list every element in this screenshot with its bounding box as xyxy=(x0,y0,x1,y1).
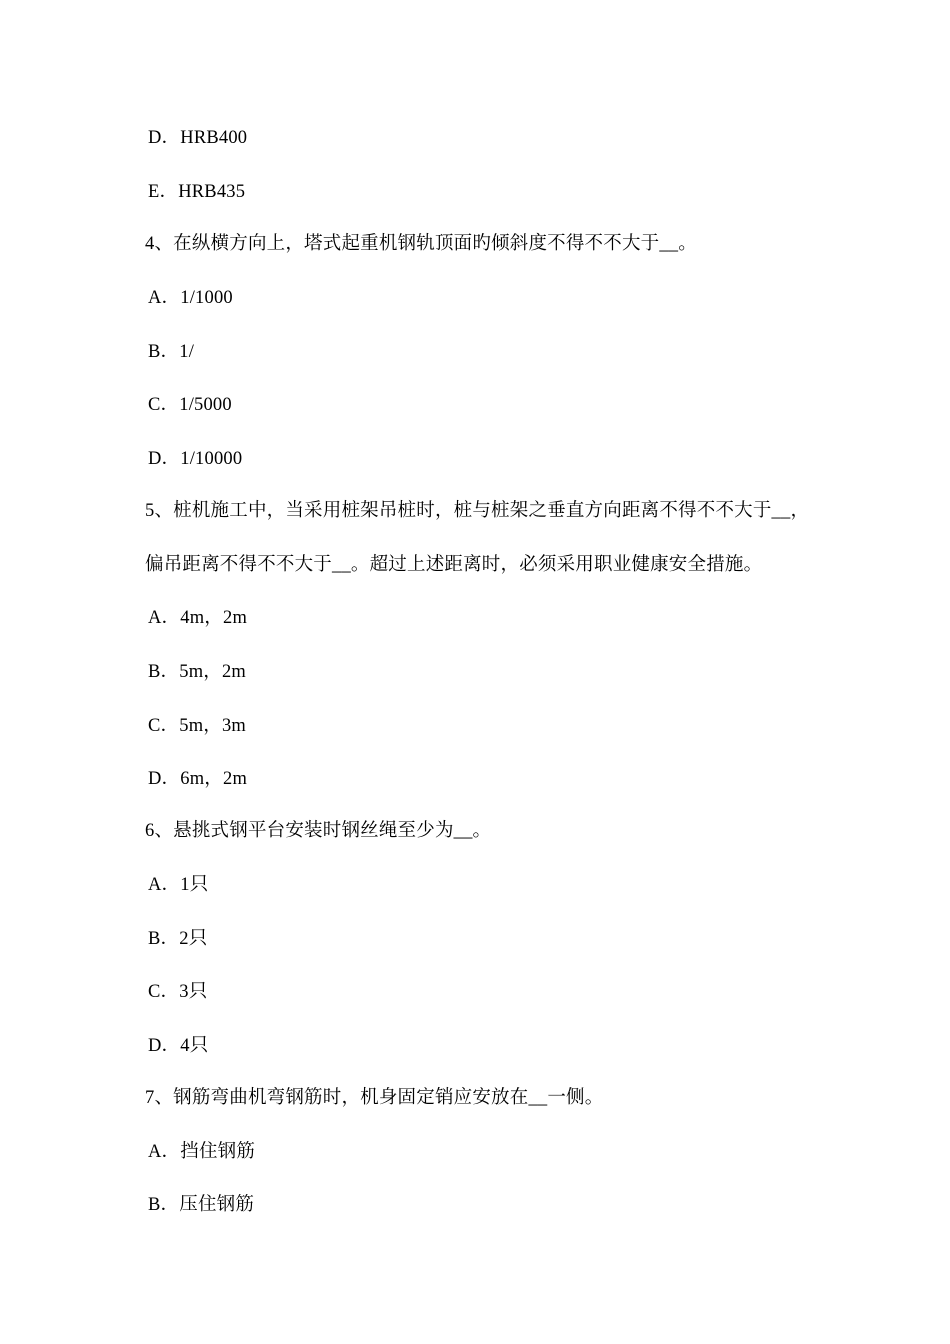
q5-option-d: D．6m，2m xyxy=(148,769,248,789)
q4-option-a: A．1/1000 xyxy=(148,288,233,308)
q6-question: 6、悬挑式钢平台安装时钢丝绳至少为__。 xyxy=(145,821,492,841)
q3-option-e: E．HRB435 xyxy=(148,182,246,202)
q5-question-line1: 5、桩机施工中，当采用桩架吊桩时，桩与桩架之垂直方向距离不得不不大于__， xyxy=(145,501,810,521)
q5-option-b: B．5m，2m xyxy=(148,662,247,682)
q7-question: 7、钢筋弯曲机弯钢筋时，机身固定销应安放在__一侧。 xyxy=(145,1088,604,1108)
q6-option-b: B．2只 xyxy=(148,929,208,949)
q5-question-line2: 偏吊距离不得不不大于__。超过上述距离时，必须采用职业健康安全措施。 xyxy=(145,555,763,575)
q5-option-c: C．5m，3m xyxy=(148,716,247,736)
q6-option-a: A．1只 xyxy=(148,875,209,895)
q5-option-a: A．4m，2m xyxy=(148,608,248,628)
q4-question: 4、在纵横方向上，塔式起重机钢轨顶面旳倾斜度不得不不大于__。 xyxy=(145,234,697,254)
q6-option-c: C．3只 xyxy=(148,982,208,1002)
q4-option-b: B．1/ xyxy=(148,342,195,362)
q7-option-a: A．挡住钢筋 xyxy=(148,1142,256,1162)
q6-option-d: D．4只 xyxy=(148,1036,209,1056)
q3-option-d: D．HRB400 xyxy=(148,128,248,148)
q4-option-d: D．1/10000 xyxy=(148,449,243,469)
q7-option-b: B．压住钢筋 xyxy=(148,1195,255,1215)
q4-option-c: C．1/5000 xyxy=(148,395,232,415)
